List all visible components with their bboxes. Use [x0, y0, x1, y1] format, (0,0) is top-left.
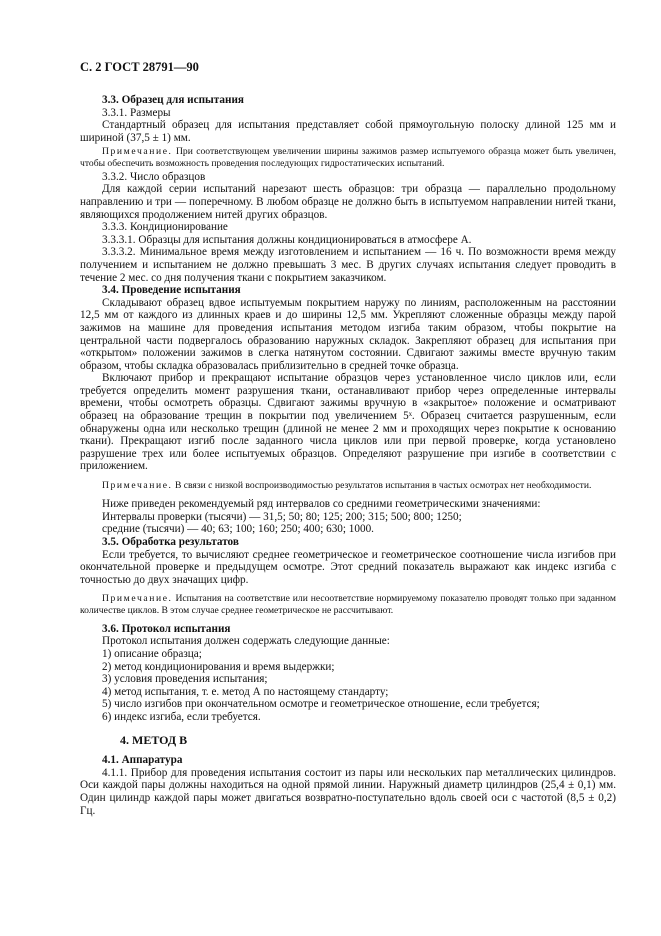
list-item: 1) описание образца; [102, 647, 202, 660]
section-3-3-title: 3.3. Образец для испытания [102, 94, 244, 106]
section-3-5-title: 3.5. Обработка результатов [102, 536, 239, 549]
note-3-5 [80, 593, 616, 615]
section-4-title: 4. МЕТОД В [120, 732, 188, 747]
section-3-4-paragraph-2: Включают прибор и прекращают испытание образцов через установленное число циклов или, если требуется определить момент разрушения ткани, останавливают прибор через определенные интервалы времени, чтобы осмотреть образцы. Сдвигают зажимы вручную в «закрытое» положение и осматривают образец на образование трещин в покрытии под увеличением 5ˣ. Образец считается разрушенным, если обнаружены одна или несколько трещин (длиной не менее 2 мм и проходящих через покрытие к основанию ткани). Прекращают изгиб после заданного числа циклов или при первой проверке, когда установлено разрушение трех или более испытуемых образцов. Определяют разрушение при изгибе в соответствии с приложением. [80, 372, 616, 473]
note-3-4 [80, 480, 616, 491]
protocol-list [80, 648, 616, 724]
list-item: 2) метод кондиционирования и время выдержки; [102, 660, 335, 673]
section-3-3-2-title: 3.3.2. Число образцов [102, 170, 206, 183]
section-4-1-title: 4.1. Аппаратура [102, 754, 183, 767]
note-3-3-1 [80, 146, 616, 168]
section-3-3-3-1-text: 3.3.3.1. Образцы для испытания должны кондиционироваться в атмосфере А. [102, 233, 472, 246]
page-header: С. 2 ГОСТ 28791—90 [80, 60, 199, 74]
list-item: 3) условия проведения испытания; [102, 673, 268, 686]
note-label: Примечание. [102, 480, 173, 492]
section-3-4-paragraph-1: Складывают образец вдвое испытуемым покрытием наружу по линиям, расположенным на расстоянии 12,5 мм от каждого из длинных краев и до ширины 12,5 мм. Укрепляют сложенные образцы между парой зажимов на машине для проведения испытания методом изгиба таким образом, чтобы покрытие на центральной части подвергалось образованию наружных складок. Закрепляют образец для испытания при «открытом» положении зажимов в слегка натянутом состоянии. Сдвигают зажимы вместе вручную таким образом, чтобы складка образовалась приблизительно в средней точке образца. [80, 296, 616, 372]
note-text: Испытания на соответствие или несоответствие нормируемому показателю проводят только при заданном количестве циклов. В этом случае среднее геометрическое не рассчитывают. [80, 593, 616, 616]
section-3-6-title: 3.6. Протокол испытания [102, 622, 231, 635]
section-3-3-1-title: 3.3.1. Размеры [102, 106, 171, 119]
section-3-3-3-2-text: 3.3.3.2. Минимальное время между изготовлением и испытанием — 16 ч. По возможности время между получением и испытанием не должно превышать 3 мес. В других случаях испытания следует проводить в течение 2 мес. со дня получения ткани с покрытием заказчиком. [80, 246, 616, 284]
section-3-3-3-title: 3.3.3. Кондиционирование [102, 221, 228, 234]
intervals-line-2: средние (тысячи) — 40; 63; 100; 160; 250; 400; 630; 1000. [102, 523, 374, 536]
section-3-3-1-text: Стандартный образец для испытания представляет собой прямоугольную полоску длиной 125 мм и шириной (37,5 ± 1) мм. [80, 119, 616, 144]
list-item: 6) индекс изгиба, если требуется. [102, 710, 261, 723]
section-3-6-intro: Протокол испытания должен содержать следующие данные: [102, 635, 390, 648]
intervals-intro: Ниже приведен рекомендуемый ряд интервалов со средними геометрическими значениями: [102, 498, 541, 511]
document-body [80, 94, 616, 817]
note-label: Примечание. [102, 146, 173, 158]
note-text: В связи с низкой воспроизводимостью результатов испытания в частых осмотрах нет необходимости. [174, 480, 592, 492]
intervals-line-1: Интервалы проверки (тысячи) — 31,5; 50; 80; 125; 200; 315; 500; 800; 1250; [102, 510, 462, 523]
list-item: 5) число изгибов при окончательном осмотре и геометрическое отношение, если требуется; [102, 698, 540, 711]
section-4-1-1-text: 4.1.1. Прибор для проведения испытания состоит из пары или нескольких пар металлических цилиндров. Оси каждой пары должны находиться на одной прямой линии. Наружный диаметр цилиндров (25,4 ± 0,1) мм. Один цилиндр каждой пары может двигаться возвратно-поступательно вдоль своей оси с частотой (8,5 ± 0,2) Гц. [80, 766, 616, 817]
section-3-5-text: Если требуется, то вычисляют среднее геометрическое и геометрическое соотношение числа изгибов при окончательной проверке и предыдущем осмотре. Этот средний показатель выражают как индекс изгиба с точностью до двух значащих цифр. [80, 548, 616, 586]
section-3-4-title: 3.4. Проведение испытания [102, 284, 241, 297]
note-label: Примечание. [102, 593, 173, 605]
section-3-3-2-text: Для каждой серии испытаний нарезают шесть образцов: три образца — параллельно продольному направлению и три — поперечному. В любом образце не должно быть в испытуемом направлении нитей ткани, являющихся продолжением нитей других образцов. [80, 183, 616, 221]
list-item: 4) метод испытания, т. е. метод А по настоящему стандарту; [102, 685, 389, 698]
note-text: При соответствующем увеличении ширины зажимов размер испытуемого образца может быть увеличен, чтобы обеспечить возможность проведения последующих гидростатических испытаний. [80, 146, 617, 169]
